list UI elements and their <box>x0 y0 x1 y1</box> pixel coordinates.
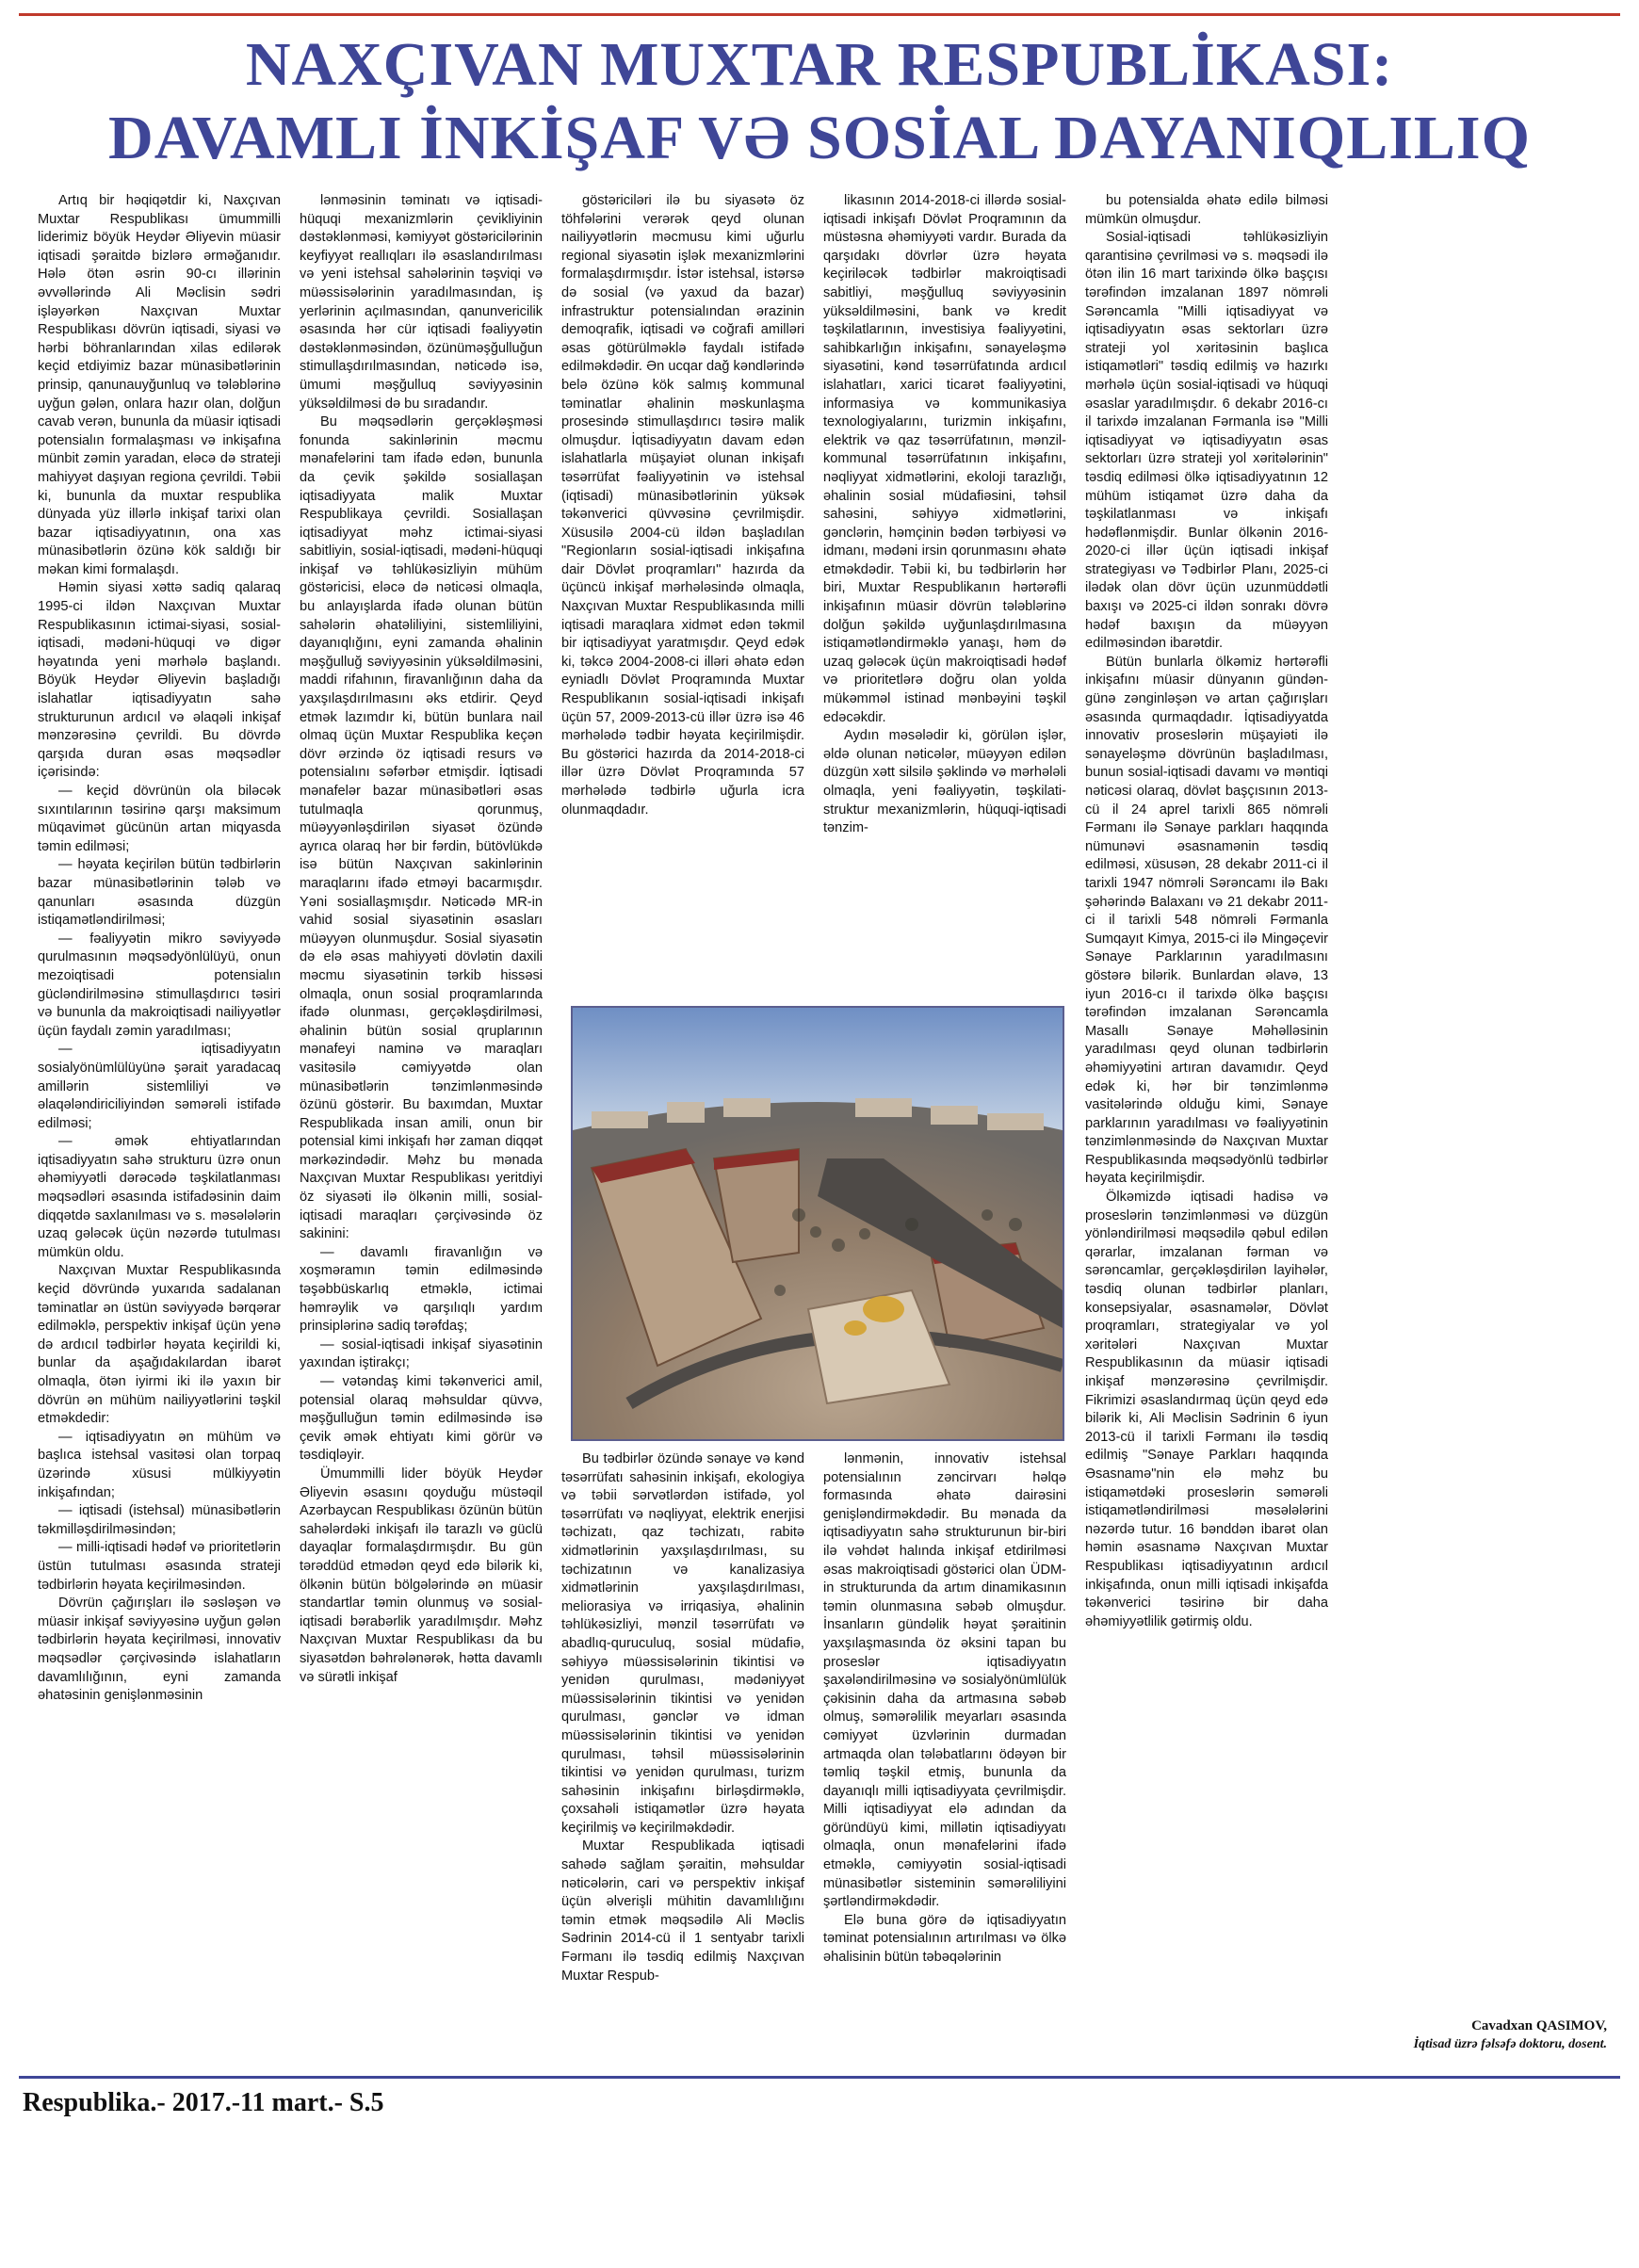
paragraph: bu potensialda əhatə edilə bilməsi mümkün olmuşdur. <box>1085 193 1328 227</box>
paragraph: Dövrün çağırışları ilə səsləşən və müasir inkişaf səviyyəsinə uyğun gələn tədbirlərin həyata keçirilməsi, innovativ məqsədlər çərçivəsində islahatların davamlılığının, eyni zamanda əhatəsinin genişlənməsinin <box>38 1596 281 1704</box>
headline-line-2: DAVAMLI İNKİŞAF VƏ SOSİAL DAYANIQLILIQ <box>108 104 1531 172</box>
article-column-3 <box>561 192 804 993</box>
article-column-4-lower <box>823 1450 1066 2061</box>
paragraph: likasının 2014-2018-ci illərdə sosial-iqtisadi inkişafı Dövlət Proqramının da müstəsna əhəmiyyəti vardır. Burada da qarşıdakı dövrlər üzrə həyata keçiriləcək tədbirlər makroiqtisadi sabitliyi, məşğulluq səviyyəsinin yüksəldilməsini, bank və kredit təşkilatlarının, investisiya fəaliyyətini, sahibkarlığın inkişafını, sənayeləşmə siyasətini, kənd təsərrüfatında ardıcıl islahatları, xarici ticarət fəaliyyətini, informasiya və kommunikasiya texnologiyalarını, turizmin inkişafını, elektrik və qaz təsərrüfatının, mənzil-kommunal təsərrüfatının inkişafını, nəqliyyat xidmətlərini, ekoloji tarazlığı, əhalinin sosial müdafiəsini, təhsil sahəsini, səhiyyə xidmətlərini, gənclərin, həmçinin bədən tərbiyəsi və idmanı, mədəni irsin qorunmasını əhatə etməkdədir. Təbii ki, bu tədbirlərin hər biri, Muxtar Respublikanın hərtərəfli inkişafının müasir dövrün tələblərinə dolğun şəkildə uyğunlaşdırılmasına istiqamətləndirməklə yanaşı, həm də uzaq gələcək üçün makroiqtisadi hədəf və prioritetlərə doğru olan yolda mükəmməl istinad mənbəyini təşkil edəcəkdir. <box>823 193 1066 725</box>
paragraph: — həyata keçirilən bütün tədbirlərin bazar münasibətlərinin tələb və qanunları əsasında düzgün istiqamətləndirilməsi; <box>38 857 281 929</box>
paragraph: Bu məqsədlərin gerçəkləşməsi fonunda sakinlərinin məcmu mənafelərini tam ifadə edən, bununla da çevik şəkildə sosiallaşan iqtisadiyyata malik Muxtar Respublikaya çevrildi. Sosiallaşan iqtisadiyyat məhz ictimai-siyasi sabitliyin, sosial-iqtisadi, mədəni-hüquqi inkişaf və təhlükəsizliyin mühüm göstəricisi, eləcə də nəticəsi olmaqla, bu anlayışlarda ifadə olunan bütün sahələrin əhatəliliyini, sistemliliyini, dayanıqlığını, eyni zamanda əhalinin məşğulluğ səviyyəsinin yüksəldilməsini, maddi rifahının, firavanlığının daha da yaxşılaşdırılmasını əks etdirir. Qeyd etmək lazımdır ki, bütün bunlara nail olmaq üçün Muxtar Respublika keçən dövr ərzində öz iqtisadi resurs və potensialını səfərbər etmişdir. İqtisadi mənafelər bazar münasibətləri əsas tutulmaqla qorunmuş, müəyyənləşdirilən siyasət özündə ayrıca olaraq hər bir fərdin, bütövlükdə isə bütün Naxçıvan sakinlərinin maraqlarını ifadə etməyi bacarmışdır. Yəni sosiallaşmışdır. Nəticədə MR-in vahid sosial siyasətinin əsasları müəyyən olunmuşdur. Sosial siyasətin də elə əsas mahiyyəti dövlətin daxili məcmu siyasətinin tərkib hissəsi olmaqla, onun sosial proqramlarında ifadə olunması, gerçəkləşdirilməsi, əhalinin bütün sosial qruplarının mənafeyi naminə və maraqları vasitəsilə cəmiyyətdə olan münasibətlərin tənzimlənməsində özünü göstərir. Bu baxımdan, Muxtar Respublikada insan amili, onun bir potensial kimi inkişafı hər zaman diqqət mərkəzindədir. Məhz bu mənada Naxçıvan Muxtar Respublikası yeritdiyi öz siyasəti ilə ölkənin milli, sosial-iqtisadi maraqları çərçivəsində öz sakinini: <box>300 414 543 1242</box>
paragraph: — davamlı firavanlığın və xoşməramın təmin edilməsində təşəbbüskarlıq etməklə, ictimai həmrəylik və qarşılıqlı yardım prinsiplərinə sadiq tərəfdaş; <box>300 1244 543 1335</box>
aerial-city-illustration <box>573 1008 1063 1439</box>
paragraph: Naxçıvan Muxtar Respublikasında keçid dövründə yuxarıda sadalanan təminatlar ən üstün səviyyədə bərqərar edilməklə, perspektiv inkişaf üçün yenə də ardıcıl tədbirlər həyata keçirildi ki, bunlar da aşağıdakılardan ibarət olmaqla, ötən iyirmi iki ilə yaxın bir dövrün ən mühüm nailiyyətlərini təşkil etməkdedir: <box>38 1263 281 1427</box>
paragraph: Elə buna görə də iqtisadiyyatın təminat potensialının artırılması və ölkə əhalisinin bütün təbəqələrinin <box>823 1912 1066 1966</box>
article-column-5 <box>1085 192 1328 2061</box>
paragraph: — iqtisadiyyatın sosialyönümlülüyünə şərait yaradacaq amillərin sistemliliyi və əlaqələndiriciliyindən səmərəli istifadə edilməsi; <box>38 1042 281 1131</box>
paragraph: — iqtisadiyyatın ən mühüm və başlıca istehsal vasitəsi olan torpaq üzərində xüsusi mülkiyyətin inkişafından; <box>38 1429 281 1500</box>
paragraph: lənmənin, innovativ istehsal potensialının zəncirvarı həlqə formasında əhatə dairəsini genişləndirməkdədir. Bu mənada da iqtisadiyyatın sahə strukturunun bir-biri ilə vəhdət halında inkişaf etdirilməsi əsas makroiqtisadi göstərici olan ÜDM-in strukturunda da artım dinamikasının təmin olunmasına səbəb olmuşdur. İnsanların gündəlik həyat şəraitinin yaxşılaşmasında öz əksini tapan bu proseslər iqtisadiyyatın şaxələndirilməsinə və sosialyönümlülük çəkisinin daha da artmasına səbəb olmuş, səmərəlilik meyarları əsasında cəmiyyət üzvlərinin durmadan artmaqda olan tələbatlarını ödəyən bir təmliq təşkil etmiş, bununla da dayanıqlı milli iqtisadiyyata çevrilmişdir. Milli iqtisadiyyat elə adından da göründüyü kimi, millətin iqtisadiyyatı olmaqla, onun mənafelərini ifadə etməklə, cəmiyyətin sosial-iqtisadi münasibətlər sisteminin səmərəliliyini şərtləndirməkdədir. <box>823 1451 1066 1910</box>
headline <box>19 28 1620 175</box>
paragraph: — milli-iqtisadi hədəf və prioritetlərin üstün tutulması əsasında strateji tədbirlərin həyata keçirilməsindən. <box>38 1540 281 1593</box>
article-column-4 <box>823 192 1066 993</box>
source-citation: Respublika.- 2017.-11 mart.- S.5 <box>23 2088 384 2117</box>
paragraph: — fəaliyyətin mikro səviyyədə qurulmasının məqsədyönlülüyü, onun mezoiqtisadi potensialın gücləndirilməsinə stimullaşdırıcı təsiri və bununla da makroiqtisadi nailiyyətlər üçün faydalı zəmin yaradılması; <box>38 931 281 1039</box>
paragraph: — keçid dövrünün ola biləcək sıxıntılarının təsirinə qarşı maksimum müqavimət gücünün artan miqyasda təmin edilməsi; <box>38 784 281 854</box>
article-column-3-lower <box>561 1450 804 2061</box>
author-name: Cavadxan QASIMOV, <box>1471 2018 1607 2033</box>
article-column-1 <box>38 192 281 2061</box>
paragraph: — iqtisadi (istehsal) münasibətlərin təkmilləşdirilməsindən; <box>38 1503 281 1537</box>
paragraph: — sosial-iqtisadi inkişaf siyasətinin yaxından iştirakçı; <box>300 1336 543 1371</box>
paragraph: — vətəndaş kimi təkənverici amil, potensial olaraq məhsuldar qüvvə, məşğulluğun təmin edilməsində isə çevik əmək ehtiyatı kimi görür və təsdiqləyir. <box>300 1374 543 1464</box>
paragraph: Ölkəmizdə iqtisadi hadisə və proseslərin tənzimlənməsi və düzgün yönləndirilməsi məqsədilə qəbul edilən qərarlar, imzalanan fərman və sərəncamlar, gerçəkləşdirilən layihələr, təsdiq olunan tədbirlər planları, konsepsiyalar, əsasnamələr, Dövlət proqramları, strategiyalar və yol xəritələri Naxçıvan Muxtar Respublikasının da müasir iqtisadi inkişaf mənzərəsinə çevrilmişdir. Fikrimizi əsaslandırmaq üçün qeyd edə bilərik ki, Ali Məclisin Sədrinin 6 iyun 2013-cü il tarixli Fərmanı ilə təsdiq edilmiş "Sənaye Parkları haqqında Əsasnamə"nin elə məhz bu istiqamətdəki proseslərin səmərəli istiqamətləndirilməsi məsələlərini nəzərdə tutur. 16 bənddən ibarət olan həmin əsasnamə Naxçıvan Muxtar Respublikası iqtisadiyyatının ardıcıl inkişafında, onun milli iqtisadi inkişafda təkənverici təsirinə bir daha əhəmiyyətlilik gətirmiş oldu. <box>1085 1190 1328 1629</box>
paragraph: Ümummilli lider böyük Heydər Əliyevin əsasını qoyduğu müstəqil Azərbaycan Respublikası özünün bütün sahələrdəki inkişafı ilə tarazlı və güclü dayaqlar formalaşdırmışdır. Bu gün tərəddüd etmədən qeyd edə bilərik ki, ölkənin bütün bölgələrində ən müasir standartlar təmin olunmuş və sosial-iqtisadi bərabərlik yaradılmışdır. Məhz Naxçıvan Muxtar Respublikası da bu siyasətdən bəhrələnərək, hətta davamlı və sürətli inkişaf <box>300 1466 543 1685</box>
paragraph: — əmək ehtiyatlarından iqtisadiyyatın sahə strukturu üzrə onun əhəmiyyətli dərəcədə təşkilatlanması məqsədləri əsasında istifadəsinin daim diqqətdə saxlanılması və s. məsələlərin uzaq gələcək üçün nəzərdə tutulması mümkün oldu. <box>38 1134 281 1260</box>
paragraph: göstəriciləri ilə bu siyasətə öz töhfələrini verərək qeyd olunan nailiyyətlərin məcmusu kimi uğurlu regional siyasətin işlək mexanizmlərini formalaşdırmışdır. İstər istehsal, istərsə də sosial (və yaxud da bazar) infrastruktur potensialından ərazinin demoqrafik, iqtisadi və coğrafi amilləri əsas götürülməklə faydalı istifadə edilməkdədir. Ən ucqar dağ kəndlərində belə özünə kök salmış kommunal təminatlar əhalinin məskunlaşma prosesində stimullaşdırıcı təsirə malik olmuşdur. İqtisadiyyatın davam edən islahatlarla müşayiət olunan inkişafı təsərrüfat fəaliyyətinin və istehsal (iqtisadi) münasibətlərinin yüksək təkənverici qüvvəsinə çevrilmişdir. Xüsusilə 2004-cü ildən başladılan "Regionların sosial-iqtisadi inkişafına dair Dövlət proqramları" hazırda da üçüncü inkişaf mərhələsində olmaqla, Naxçıvan Muxtar Respublikasında milli iqtisadi maraqlara xidmət edən təkmil bir iqtisadiyyat yaratmışdır. Qeyd edək ki, təkcə 2004-2008-ci illəri əhatə edən eyniadlı Dövlət Proqramında Muxtar Respublikanın sosial-iqtisadi inkişafı üçün 57, 2009-2013-cü illər üzrə isə 46 mərhələdə tədbir həyata keçirilmişdir. Bu göstərici hazırda da 2014-2018-ci illər üzrə Dövlət Proqramında 57 mərhələdə tədbirlə uğurla icra olunmaqdadır. <box>561 193 804 818</box>
article-column-2 <box>300 192 543 2061</box>
paragraph: lənməsinin təminatı və iqtisadi-hüquqi mexanizmlərin çevikliyinin dəstəklənməsi, kəmiyyət göstəricilərinin keyfiyyət reallıqları ilə əsaslandırılması və yeni istehsal sahələrinin təşviqi və müəssisələrinin yaradılmasından, iş yerlərinin açılmasından, qanunvericilik əsasında hər cür iqtisadi fəaliyyətin dəstəklənməsindən, özünüməşğulluğun stimullaşdırılmasından, nəticədə isə, ümumi məşğulluq səviyyəsinin yüksəldilməsi də bu sıradandır. <box>300 193 543 412</box>
paragraph: Həmin siyasi xəttə sadiq qalaraq 1995-ci ildən Naxçıvan Muxtar Respublikasının ictimai-siyasi, sosial-iqtisadi, mədəni-hüquqi və digər həyatında yeni mərhələ başlandı. Böyük Heydər Əliyevin başladığı islahatlar iqtisadiyyatın sahə strukturunun ardıcıl və əlaqəli inkişaf mənzərəsinə çevrildi. Bu dövrdə qarşıda duran əsas məqsədlər içərisində: <box>38 580 281 781</box>
paragraph: Aydın məsələdir ki, görülən işlər, əldə olunan nəticələr, müəyyən edilən düzgün xətt silsilə şəklində və mərhələli olmaqla, yeni fəaliyyətin, təşkilati-struktur mexanizmlərin, hüquqi-iqtisadi tənzim- <box>823 728 1066 836</box>
author-signature <box>1347 2017 1607 2053</box>
paragraph: Bu tədbirlər özündə sənaye və kənd təsərrüfatı sahəsinin inkişafı, ekologiya və təbii sərvətlərdən istifadə, yol təsərrüfatı və nəqliyyat, elektrik enerjisi təchizatı, qaz təchizatı, rabitə xidmətlərinin yaxşılaşdırılması, su təchizatının və kanalizasiya xidmətlərinin yaxşılaşdırılması, meliorasiya və irriqasiya, əhalinin təhlükəsizliyi, mənzil təsərrüfatı və abadlıq-quruculuq, sosial müdafiə, səhiyyə müəssisələrinin tikintisi və yenidən qurulması, mədəniyyət müəssisələrinin tikintisi və yenidən qurulması, gənclər və idman müəssisələrinin tikintisi və yenidən qurulması, təhsil müəssisələrinin tikintisi və yenidən qurulması, turizm sahəsinin inkişafını birləşdirməklə, çoxsahəli istiqamətlər üzrə həyata keçirilmiş və keçirilməkdədir. <box>561 1451 804 1836</box>
aerial-city-photo <box>571 1006 1064 1441</box>
author-title: İqtisad üzrə fəlsəfə doktoru, dosent. <box>1413 2037 1607 2051</box>
paragraph: Muxtar Respublikada iqtisadi sahədə sağlam şəraitin, məhsuldar nəticələrin, cari və perspektiv inkişaf üçün əlverişli mühitin davamlılığını təmin etmək məqsədilə Ali Məclis Sədrinin 2014-cü il 1 sentyabr tarixli Fərmanı ilə təsdiq edilmiş Naxçıvan Muxtar Respub- <box>561 1839 804 1984</box>
headline-line-1: NAXÇIVAN MUXTAR RESPUBLİKASI: <box>245 30 1394 99</box>
paragraph: Artıq bir həqiqətdir ki, Naxçıvan Muxtar Respublikası ümummilli liderimiz böyük Heydər Əliyevin müasir iqtisadi şəraitdə bizlərə ərməğanıdır. Hələ ötən əsrin 90-cı illərinin əvvəllərində Ali Məclisin sədri işləyərkən Naxçıvan Muxtar Respublikası dövrün iqtisadi, siyasi və hərbi böhranlarından xilas edilərək keçid etdiyimiz bazar münasibətlərinin prinsip, qanunauyğunluq və tələblərinə uyğun gələn, onlara hazır olan, dolğun cavab verən, bununla da müasir iqtisadi potensialın formalaşması və inkişafına münbit zəmin yaradan, eləcə də strateji mahiyyət daşıyan regiona çevrildi. Təbii ki, bununla da muxtar respublika dünyada yüz illərlə inkişaf tarixi olan bazar iqtisadiyyatının, ona xas münasibətlərin özünə kök saldığı bir məkan kimi formalaşdı. <box>38 193 281 577</box>
paragraph: Sosial-iqtisadi təhlükəsizliyin qarantisinə çevrilməsi və s. məqsədi ilə ötən ilin 16 mart tarixində ölkə başçısı tərəfindən imzalanan 1897 nömrəli Sərəncamla "Milli iqtisadiyyat və iqtisadiyyatın əsas sektorları üzrə strateji yol xəritəsinin başlıca istiqamətləri" təsdiq edilmiş və hazırkı mərhələ üçün sosial-iqtisadi və hüquqi əsaslar yaradılmışdır. 6 dekabr 2016-cı il tarixdə imzalanan Fərmanla isə "Milli iqtisadiyyat və iqtisadiyyatın əsas sektorları üzrə strateji yol xəritələrinin" təsdiq edilməsi ölkə iqtisadiyyatının 12 mühüm istiqamət üzrə daha da təşkilatlanması və inkişafı hədəflənmişdir. Bunlar ölkənin 2016-2020-ci illər üçün iqtisadi inkişaf strategiyası və Tədbirlər Planı, 2025-ci ilədək olan dövr üçün uzunmüddətli baxışı və 2025-ci ildən sonrakı dövrə hədəf baxışın da müəyyən edilməsindən ibarətdir. <box>1085 230 1328 652</box>
top-rule <box>19 13 1620 16</box>
paragraph: Bütün bunlarla ölkəmiz hərtərəfli inkişafını müasir dünyanın gündən-günə zənginləşən və artan çağırışları əsasında qurmaqdadır. İqtisadiyyatda innovativ proseslərin müşayiəti ilə sənayeləşmə dövrünün başladılması, bunun sosial-iqtisadi davamı və məntiqi nəticəsi olaraq, dövlət başçısının 2013-cü il 24 aprel tarixli 865 nömrəli Fərmanı ilə Sənaye parkları haqqında nümunəvi əsasnamənin təsdiq edilməsi, xüsusən, 28 dekabr 2011-ci il tarixli 1947 nömrəli Sərəncamı ilə Bakı şəhərində Balaxanı və 21 dekabr 2011-ci il tarixli 548 nömrəli Fərmanla Sumqayıt Kimya, 2015-ci ilə Mingəçevir Sənaye Parklarının yaradılmasını göstərə bilərik. Bunlardan əlavə, 13 iyun 2016-cı il tarixdə ölkə başçısı tərəfindən imzalanan Sərəncamla Masallı Sənaye Məhəlləsinin yaradılması qeyd olunan tədbirlərin əhəmiyyətini artıran davamıdır. Qeyd edək ki, hər bir tənzimlənmə vasitələrində olduğu kimi, Sənaye parklarının yaradılması və fəaliyyətinin tənzimlənməsində də Naxçıvan Muxtar Respublikasında məqsədyönlü tədbirlər həyata keçirilmişdir. <box>1085 654 1328 1187</box>
bottom-rule <box>19 2076 1620 2079</box>
